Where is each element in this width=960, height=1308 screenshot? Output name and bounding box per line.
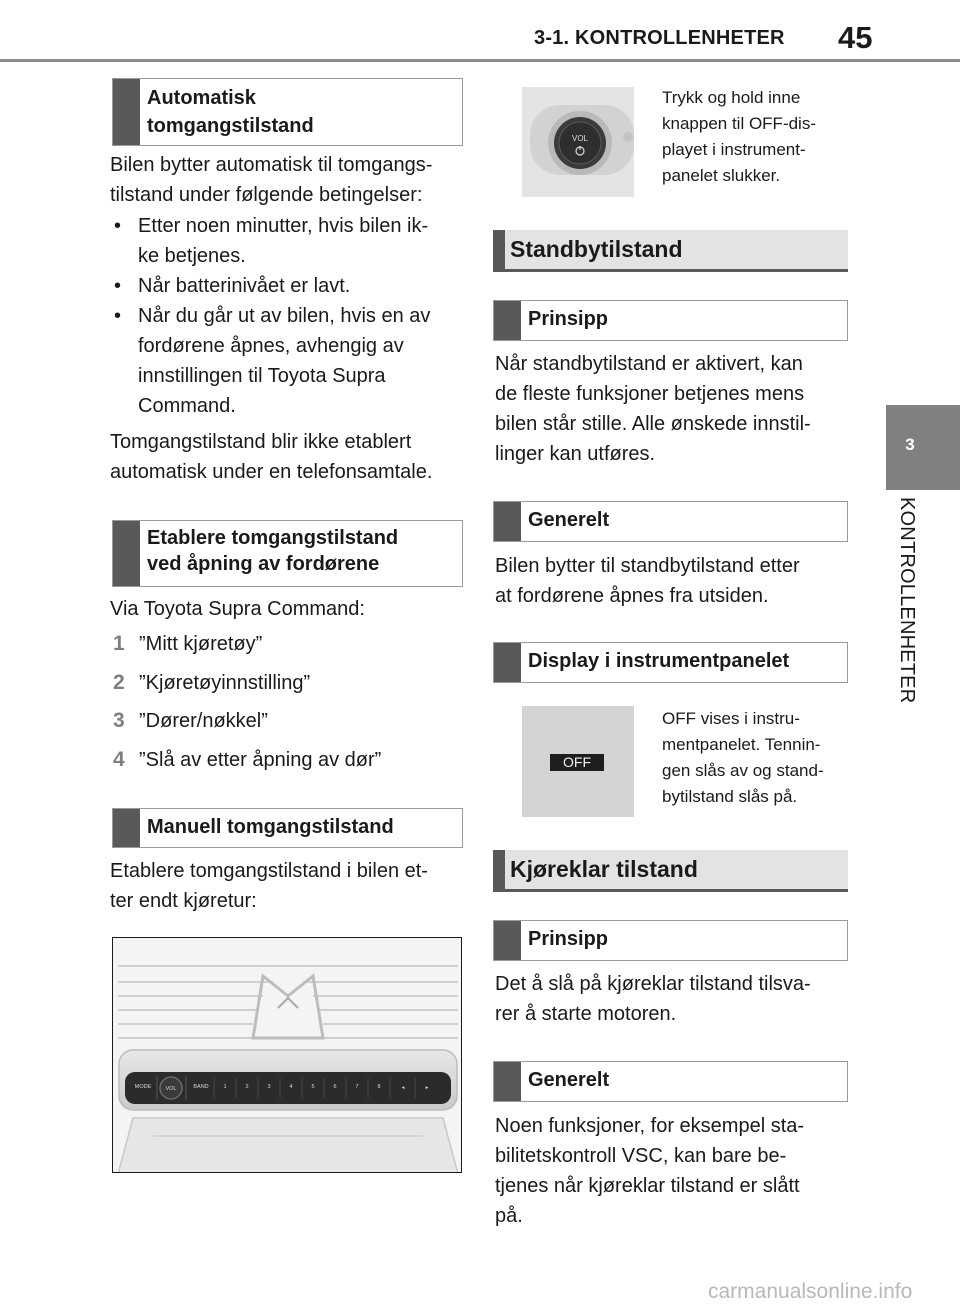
next-label: ▸	[425, 1085, 429, 1091]
caption-line: bytilstand slås på.	[662, 787, 798, 806]
preset-label: 6	[333, 1084, 337, 1090]
step-text: ”Kjøretøyinnstilling”	[139, 672, 311, 694]
intro-line-1: Bilen bytter automatisk til tomgangs-	[110, 154, 433, 176]
heading-text: Display i instrumentpanelet	[528, 650, 790, 672]
console-illustration	[113, 938, 462, 1173]
vol-button-figure	[522, 87, 634, 197]
off-caption	[662, 706, 862, 816]
preset-label: 8	[377, 1084, 381, 1090]
standby-line: linger kan utføres.	[495, 443, 656, 465]
bullet-line: Command.	[138, 395, 236, 417]
drive-line: rer å starte motoren.	[495, 1003, 677, 1025]
heading-bar	[494, 301, 521, 340]
caption-line: panelet slukker.	[662, 166, 781, 185]
prev-label: ◂	[401, 1085, 405, 1091]
heading-principle-2	[493, 920, 848, 961]
section-header: 3-1. KONTROLLENHETER	[534, 27, 785, 49]
general-2-line: Noen funksjoner, for eksempel sta-	[495, 1115, 805, 1137]
step-number: 3	[113, 709, 125, 732]
heading-door-idle	[112, 520, 463, 587]
general-1-line: at fordørene åpnes fra utsiden.	[495, 585, 769, 607]
step-item	[113, 706, 453, 736]
vol-label: VOL	[571, 134, 589, 143]
heading-text: Automatisk tomgangstilstand	[147, 87, 314, 137]
bullet-line: ke betjenes.	[138, 245, 246, 267]
standby-line: de fleste funksjoner betjenes mens	[495, 383, 805, 405]
off-display-figure	[522, 706, 634, 817]
heading-bar	[493, 850, 505, 892]
heading-bar	[113, 809, 140, 847]
note-line-2: automatisk under en telefonsamtale.	[110, 461, 433, 483]
via-text: Via Toyota Supra Command:	[110, 598, 365, 620]
bullet-dot: •	[114, 275, 122, 297]
list-item	[114, 301, 474, 421]
general-2-line: tjenes når kjøreklar tilstand er slått	[495, 1175, 800, 1197]
bullet-line: Etter noen minutter, hvis bilen ik-	[138, 215, 429, 237]
bullet-line: Når batterinivået er lavt.	[138, 275, 351, 297]
heading-bar	[493, 230, 505, 272]
page-number: 45	[838, 20, 873, 55]
heading-bar	[494, 502, 521, 541]
heading-text: Generelt	[528, 509, 610, 531]
bullet-line: fordørene åpnes, avhengig av	[138, 335, 404, 357]
preset-label: 4	[289, 1084, 293, 1090]
manual-line-1: Etablere tomgangstilstand i bilen et-	[110, 860, 428, 882]
heading-text: Manuell tomgangstilstand	[147, 816, 394, 838]
heading-instrument-display	[493, 642, 848, 683]
heading-text: Prinsipp	[528, 928, 609, 950]
mode-label: MODE	[134, 1084, 152, 1090]
heading-text: Prinsipp	[528, 308, 609, 330]
chapter-label	[893, 497, 923, 727]
chapter-tab	[886, 405, 960, 487]
bullet-dot: •	[114, 215, 122, 237]
heading-general-2	[493, 1061, 848, 1102]
bullet-line: innstillingen til Toyota Supra	[138, 365, 386, 387]
heading-standby	[493, 230, 848, 272]
manual-line-2: ter endt kjøretur:	[110, 890, 257, 912]
heading-bar	[494, 921, 521, 960]
step-text: ”Mitt kjøretøy”	[139, 633, 263, 655]
step-number: 4	[113, 748, 125, 771]
preset-label: 3	[267, 1084, 271, 1090]
general-2-line: bilitetskontroll VSC, kan bare be-	[495, 1145, 787, 1167]
chapter-number: 3	[905, 435, 915, 454]
chapter-label-text: KONTROLLENHETER	[896, 497, 918, 704]
watermark: carmanualsonline.info	[708, 1280, 913, 1303]
preset-label: 7	[355, 1084, 359, 1090]
vol-caption	[662, 85, 862, 195]
standby-line: Når standbytilstand er aktivert, kan	[495, 353, 803, 375]
heading-bar	[113, 521, 140, 586]
heading-text: Kjøreklar tilstand	[510, 856, 698, 882]
heading-automatic-idle	[112, 78, 463, 146]
off-display-illustration	[522, 706, 634, 817]
caption-line: gen slås av og stand-	[662, 761, 824, 780]
step-text: ”Slå av etter åpning av dør”	[139, 749, 382, 771]
heading-manual-idle	[112, 808, 463, 848]
step-item	[113, 745, 453, 775]
heading-text: Etablere tomgangstilstand	[147, 527, 399, 549]
heading-general-1	[493, 501, 848, 542]
general-2-line: på.	[495, 1205, 523, 1227]
drive-line: Det å slå på kjøreklar tilstand tilsva-	[495, 973, 811, 995]
band-label: BAND	[193, 1084, 209, 1090]
bullet-dot: •	[114, 305, 122, 327]
preset-label: 5	[311, 1084, 315, 1090]
vol-button-illustration	[522, 87, 634, 197]
caption-line: mentpanelet. Tennin-	[662, 735, 821, 754]
note-line-1: Tomgangstilstand blir ikke etablert	[110, 431, 412, 453]
heading-bar	[113, 79, 140, 145]
heading-principle-1	[493, 300, 848, 341]
heading-text: Generelt	[528, 1069, 610, 1091]
heading-text: Standbytilstand	[510, 236, 683, 262]
console-figure	[112, 937, 462, 1173]
vol-label: VOL	[165, 1086, 177, 1092]
step-item	[113, 629, 453, 659]
off-label: OFF	[563, 754, 591, 770]
heading-bar	[494, 643, 521, 682]
caption-line: Trykk og hold inne	[662, 88, 801, 107]
step-text: ”Dører/nøkkel”	[139, 710, 268, 732]
list-item	[114, 211, 474, 271]
caption-line: knappen til OFF-dis-	[662, 114, 816, 133]
list-item	[114, 271, 474, 301]
step-number: 2	[113, 671, 125, 694]
heading-bar	[494, 1062, 521, 1101]
general-1-line: Bilen bytter til standbytilstand etter	[495, 555, 800, 577]
step-number: 1	[113, 632, 125, 655]
heading-text: ved åpning av fordørene	[147, 553, 380, 575]
heading-ready-to-drive	[493, 850, 848, 892]
caption-line: playet i instrument-	[662, 140, 806, 159]
header-rule	[0, 59, 960, 62]
caption-line: OFF vises i instru-	[662, 709, 800, 728]
preset-label: 2	[245, 1084, 249, 1090]
preset-label: 1	[223, 1084, 227, 1090]
bullet-line: Når du går ut av bilen, hvis en av	[138, 305, 431, 327]
step-item	[113, 668, 453, 698]
standby-line: bilen står stille. Alle ønskede innstil-	[495, 413, 811, 435]
intro-line-2: tilstand under følgende betingelser:	[110, 184, 423, 206]
chapter-tab-rule	[886, 487, 960, 490]
